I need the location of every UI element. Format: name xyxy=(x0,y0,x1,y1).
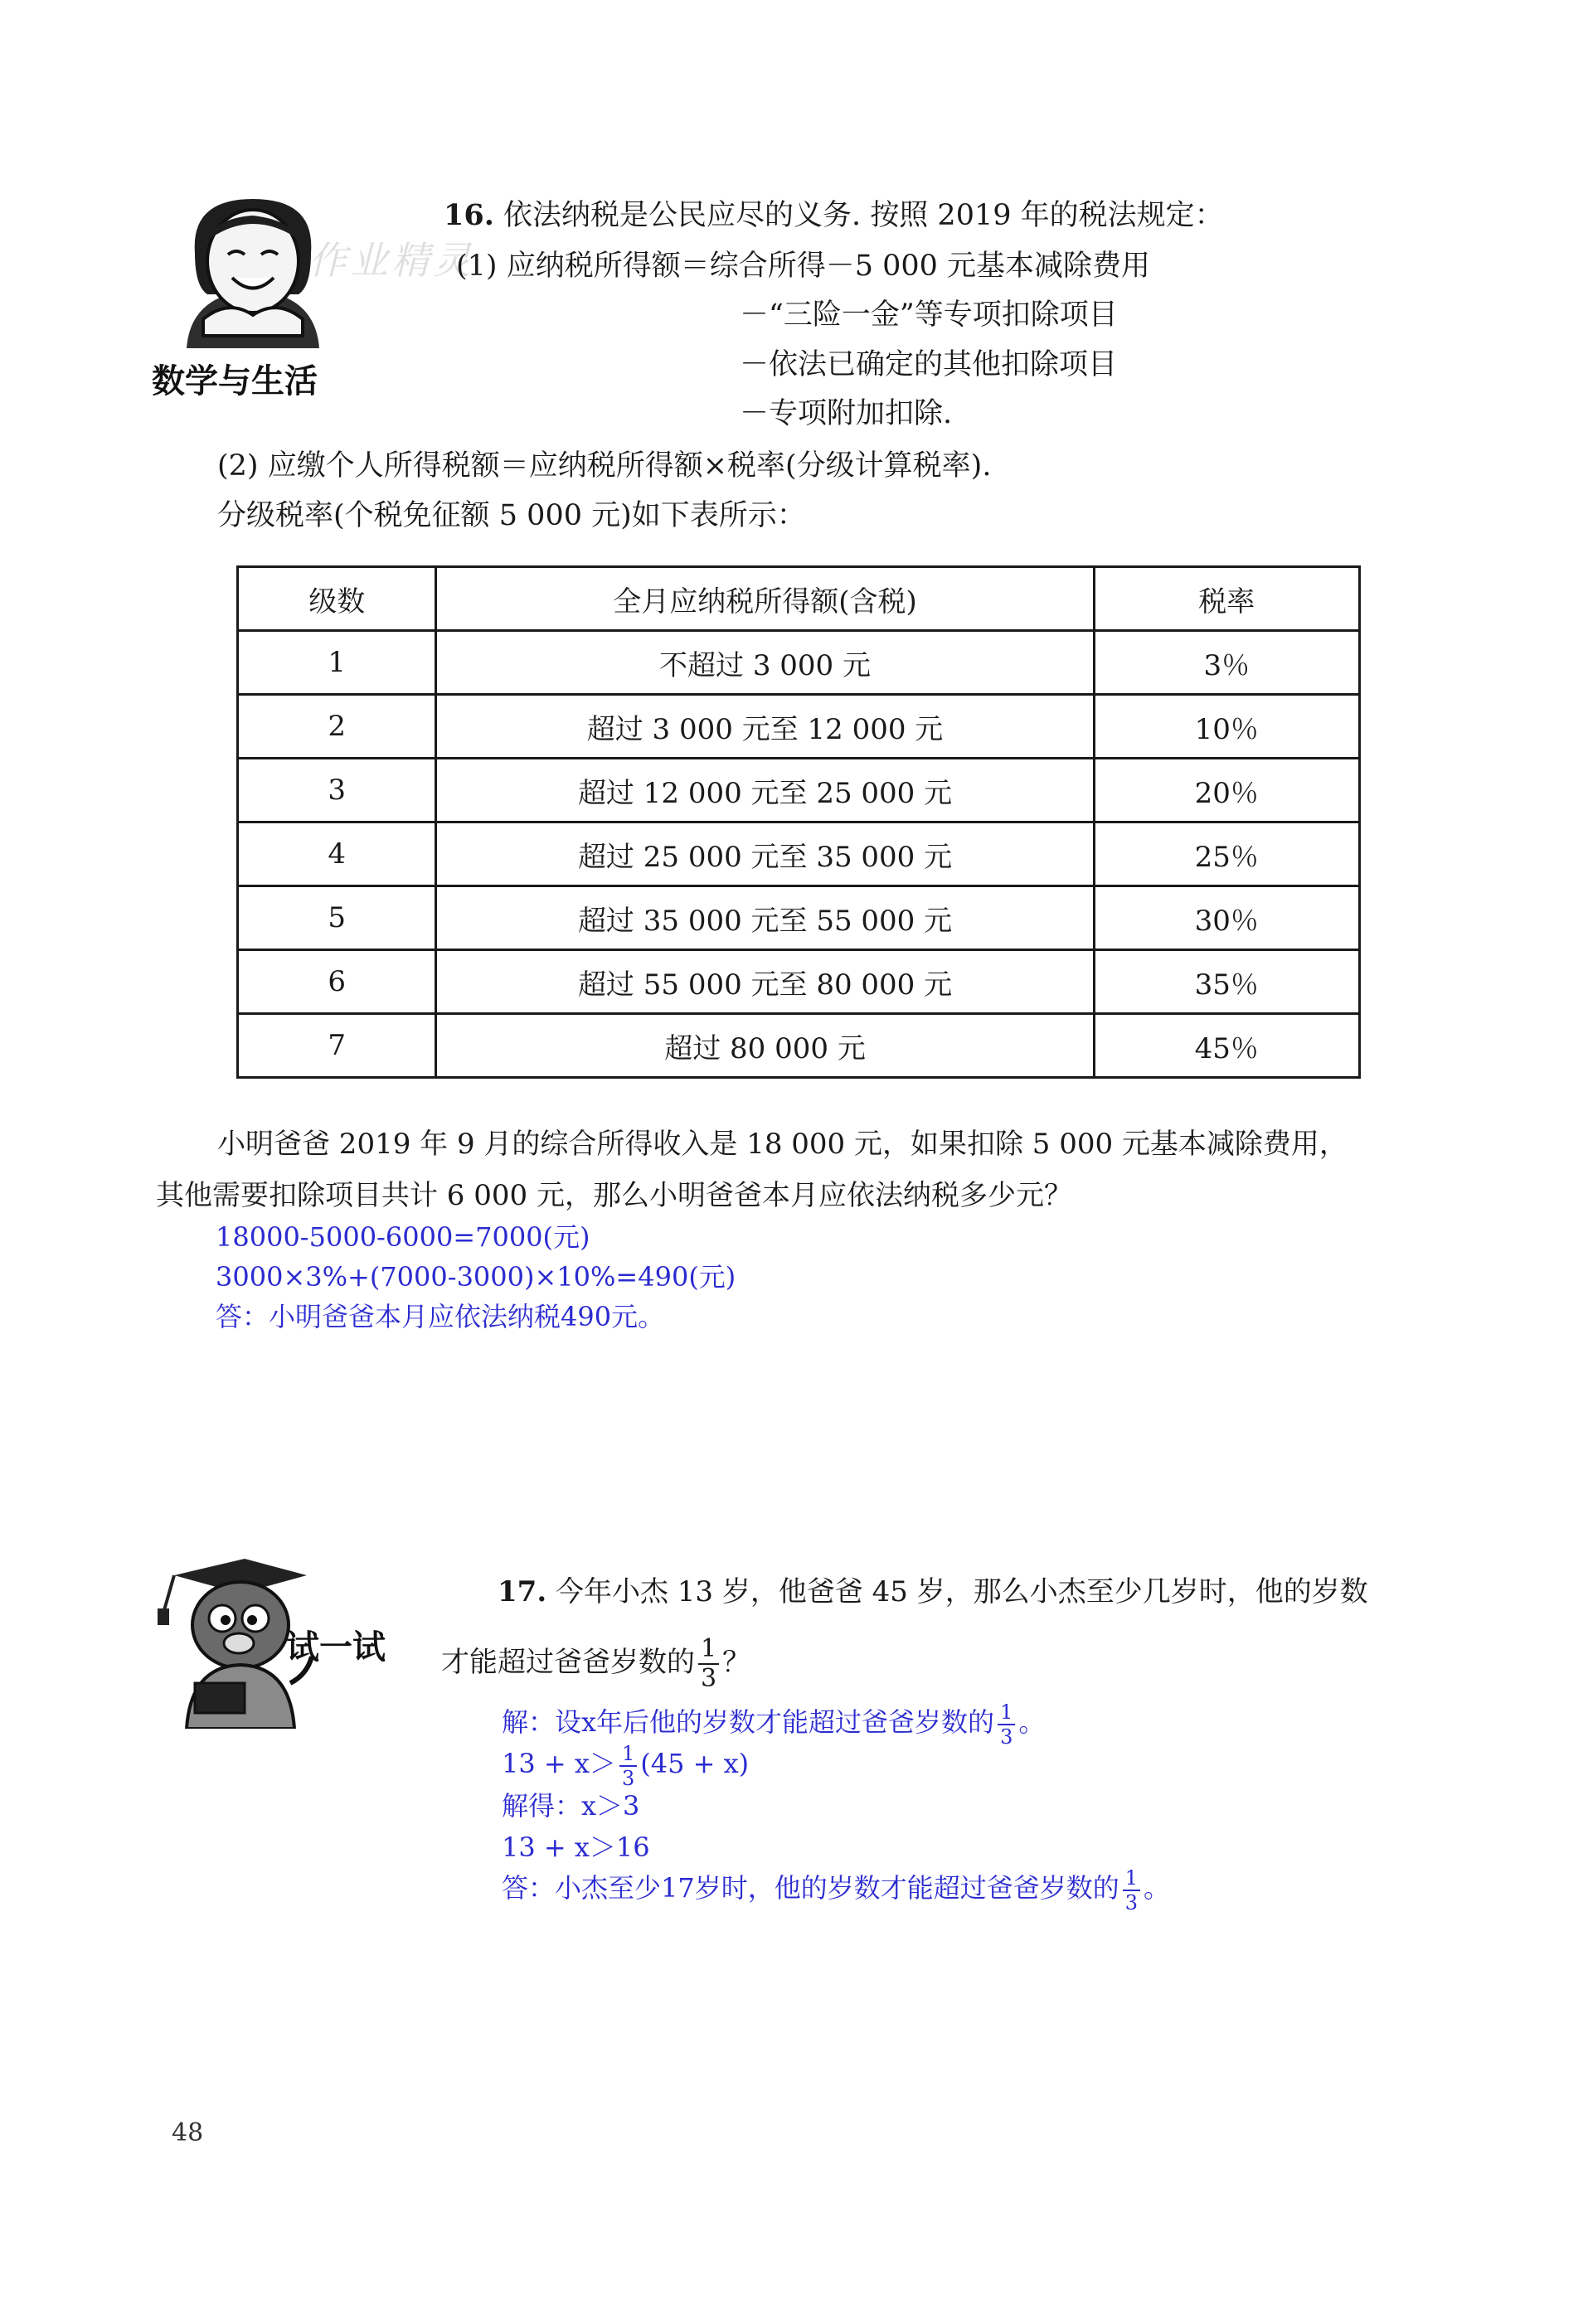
table-cell: 1 xyxy=(238,631,436,695)
section-tag-try-it: 试一试 xyxy=(286,1628,386,1667)
solution-text: 。 xyxy=(1144,1872,1171,1904)
rule-1-line-1: (1) 应纳税所得额＝综合所得－5 000 元基本减除费用 xyxy=(456,250,1151,283)
table-header-row xyxy=(238,567,1360,631)
table-cell: 3 xyxy=(238,759,436,822)
question-16-line-2: 其他需要扣除项目共计 6 000 元，那么小明爸爸本月应依法纳税多少元？ xyxy=(156,1179,1072,1212)
table-row xyxy=(238,631,1360,695)
solution-text: 。 xyxy=(1018,1706,1046,1738)
table-intro: 分级税率(个税免征额 5 000 元)如下表所示： xyxy=(217,499,806,532)
table-cell: 30％ xyxy=(1094,886,1359,950)
solution-text: 答：小杰至少17岁时，他的岁数才能超过爸爸岁数的 xyxy=(502,1872,1119,1904)
table-header: 全月应纳税所得额(含税) xyxy=(436,567,1094,631)
table-cell: 超过 3 000 元至 12 000 元 xyxy=(436,695,1094,759)
table-cell: 20％ xyxy=(1094,759,1359,822)
fraction-numerator: 1 xyxy=(998,1702,1015,1725)
table-cell: 超过 55 000 元至 80 000 元 xyxy=(436,950,1094,1014)
answer-16-line-2: 3000×3%+(7000-3000)×10%=490(元) xyxy=(216,1261,736,1293)
fraction-one-third xyxy=(619,1741,637,1790)
table-cell: 7 xyxy=(238,1014,436,1078)
table-cell: 超过 25 000 元至 35 000 元 xyxy=(436,822,1094,886)
table-cell: 6 xyxy=(238,950,436,1014)
table-cell: 不超过 3 000 元 xyxy=(436,631,1094,695)
question-text: 今年小杰 13 岁，他爸爸 45 岁，那么小杰至少几岁时，他的岁数 xyxy=(555,1575,1368,1608)
table-row xyxy=(238,950,1360,1014)
table-cell: 超过 35 000 元至 55 000 元 xyxy=(436,886,1094,950)
table-row xyxy=(238,822,1360,886)
table-row xyxy=(238,1014,1360,1078)
table-header: 税率 xyxy=(1094,567,1359,631)
question-number: 17. xyxy=(498,1575,547,1608)
question-number: 16. xyxy=(444,198,494,232)
table-cell: 3％ xyxy=(1094,631,1359,695)
rule-1-line-3: －依法已确定的其他扣除项目 xyxy=(740,348,1118,381)
rule-2: (2) 应缴个人所得税额＝应纳税所得额×税率(分级计算税率). xyxy=(217,449,992,483)
fraction-one-third xyxy=(1123,1868,1140,1913)
table-row xyxy=(238,886,1360,950)
solution-17-line-1 xyxy=(502,1700,1045,1747)
fraction-denominator: 3 xyxy=(621,1766,635,1790)
table-row xyxy=(238,695,1360,759)
table-header: 级数 xyxy=(238,567,436,631)
table-cell: 45％ xyxy=(1094,1014,1359,1078)
page-number: 48 xyxy=(172,2118,204,2147)
table-cell: 超过 12 000 元至 25 000 元 xyxy=(436,759,1094,822)
table-row xyxy=(238,759,1360,822)
table-cell: 10％ xyxy=(1094,695,1359,759)
solution-text: 13 + x＞ xyxy=(502,1748,616,1779)
answer-16-line-1: 18000-5000-6000=7000(元) xyxy=(216,1221,590,1253)
rule-1-line-2: －“三险一金”等专项扣除项目 xyxy=(740,298,1118,332)
question-17-line-2 xyxy=(441,1633,750,1691)
table-cell: 2 xyxy=(238,695,436,759)
question-text: 才能超过爸爸岁数的 xyxy=(441,1646,695,1679)
fraction-one-third xyxy=(698,1634,719,1693)
fraction-numerator: 1 xyxy=(698,1637,719,1665)
solution-17-line-3: 解得：x＞3 xyxy=(502,1790,640,1822)
question-text: ？ xyxy=(722,1646,751,1679)
fraction-numerator: 1 xyxy=(1123,1868,1140,1891)
solution-17-line-5 xyxy=(502,1866,1170,1913)
question-16-intro xyxy=(444,197,1224,234)
fraction-denominator: 3 xyxy=(1124,1890,1139,1914)
solution-17-line-2 xyxy=(502,1741,749,1788)
table-cell: 超过 80 000 元 xyxy=(436,1014,1094,1078)
question-text: 依法纳税是公民应尽的义务. 按照 2019 年的税法规定： xyxy=(503,199,1224,232)
question-17-line-1 xyxy=(498,1574,1368,1610)
answer-16-line-3: 答：小明爸爸本月应依法纳税490元。 xyxy=(216,1301,665,1332)
fraction-denominator: 3 xyxy=(1000,1725,1013,1749)
solution-text: (45 + x) xyxy=(640,1748,750,1779)
fraction-numerator: 1 xyxy=(619,1744,637,1767)
tax-rate-table xyxy=(236,565,1361,1079)
table-cell: 5 xyxy=(238,886,436,950)
solution-text: 解：设x年后他的岁数才能超过爸爸岁数的 xyxy=(502,1706,995,1738)
table-cell: 4 xyxy=(238,822,436,886)
table-cell: 35％ xyxy=(1094,950,1359,1014)
rule-1-line-4: －专项附加扣除. xyxy=(740,397,953,430)
fraction-denominator: 3 xyxy=(701,1664,717,1693)
section-tag-math-life: 数学与生活 xyxy=(152,362,318,400)
fraction-one-third xyxy=(998,1702,1015,1747)
watermark: 作业精灵 xyxy=(308,238,474,283)
solution-17-line-4: 13 + x＞16 xyxy=(502,1832,650,1863)
table-cell: 25％ xyxy=(1094,822,1359,886)
question-16-line-1: 小明爸爸 2019 年 9 月的综合所得收入是 18 000 元，如果扣除 5 000 元基本减除费用， xyxy=(217,1128,1348,1161)
